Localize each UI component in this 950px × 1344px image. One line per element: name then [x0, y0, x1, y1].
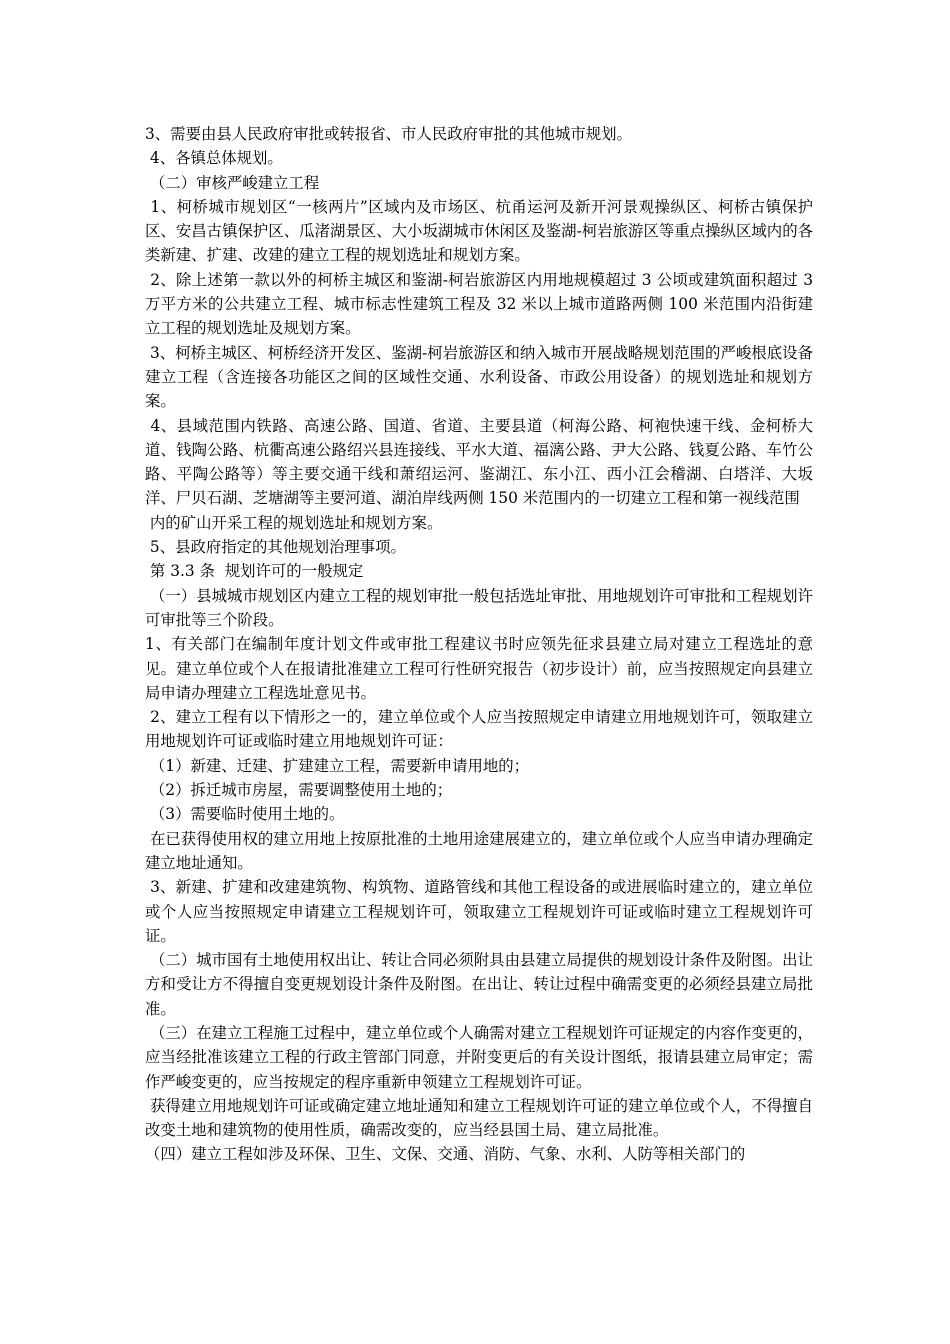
document-page	[145, 122, 818, 1167]
paragraph: 3、新建、扩建和改建建筑物、构筑物、道路管线和其他工程设备的或进展临时建立的，建立单位或个人应当按照规定申请建立工程规划许可，领取建立工程规划许可证或临时建立工程规划许可证。	[145, 878, 813, 945]
list-item: （1）新建、迁建、扩建建立工程，需要新申请用地的；	[145, 756, 530, 775]
paragraph: （四）建立工程如涉及环保、卫生、文保、交通、消防、气象、水利、人防等相关部门的	[145, 1145, 746, 1164]
paragraph: 3、需要由县人民政府审批或转报省、市人民政府审批的其他城市规划。	[145, 125, 632, 143]
paragraph: 4、县域范围内铁路、高速公路、国道、省道、主要县道（柯海公路、柯袍快速干线、金柯桥大道、钱陶公路、杭衢高速公路绍兴县连接线、平水大道、福漓公路、尹大公路、钱夏公路、车竹公路、平陶公路等）等主要交通干线和萧绍运河、鉴湖江、东小江、西小江会稽湖、白塔洋、大坂洋、尸贝石湖、芝塘湖等主要河道、湖泊岸线两侧 150 米范围内的一切建立工程和第一视线范围	[145, 416, 813, 508]
list-item: （2）拆迁城市房屋，需要调整使用土地的；	[145, 781, 453, 800]
paragraph: 1、柯桥城市规划区“一核两片”区域内及市场区、杭甬运河及新开河景观操纵区、柯桥古镇保护区、安昌古镇保护区、瓜渚湖景区、大小坂湖城市休闲区及鉴湖-柯岩旅游区等重点操纵区域内的各类新建、扩建、改建的建立工程的规划选址和规划方案。	[145, 197, 813, 265]
paragraph: 在已获得使用权的建立用地上按原批准的土地用途建展建立的，建立单位或个人应当申请办理确定建立地址通知。	[145, 829, 813, 872]
paragraph: 5、县政府指定的其他规划治理事项。	[145, 538, 406, 557]
paragraph: 2、建立工程有以下情形之一的，建立单位或个人应当按照规定申请建立用地规划许可，领取建立用地规划许可证或临时建立用地规划许可证：	[145, 708, 813, 751]
article-heading: 第 3.3 条 规划许可的一般规定	[145, 562, 364, 581]
paragraph: 1、有关部门在编制年度计划文件或审批工程建议书时应领先征求县建立局对建立工程选址的意见。建立单位或个人在报请批准建立工程可行性研究报告（初步设计）前，应当按照规定向县建立局申请办理建立工程选址意见书。	[145, 635, 813, 702]
paragraph: 3、柯桥主城区、柯桥经济开发区、鉴湖-柯岩旅游区和纳入城市开展战略规划范围的严峻根底设备建立工程（含连接各功能区之间的区域性交通、水利设备、市政公用设备）的规划选址和规划方案。	[145, 343, 813, 411]
paragraph: 获得建立用地规划许可证或确定建立地址通知和建立工程规划许可证的建立单位或个人，不得擅自改变土地和建筑物的使用性质，确需改变的，应当经县国土局、建立局批准。	[145, 1096, 813, 1140]
list-item: （3）需要临时使用土地的。	[145, 805, 345, 824]
paragraph: 2、除上述第一款以外的柯桥主城区和鉴湖-柯岩旅游区内用地规模超过 3 公顷或建筑面积超过 3 万平方米的公共建立工程、城市标志性建筑工程及 32 米以上城市道路两侧 100 米范围内沿街建立工程的规划选址及规划方案。	[145, 270, 818, 338]
paragraph: 4、各镇总体规划。	[145, 149, 283, 168]
paragraph: 内的矿山开采工程的规划选址和规划方案。	[145, 513, 443, 532]
paragraph: （二）城市国有土地使用权出让、转让合同必须附具由县建立局提供的规划设计条件及附图。出让方和受让方不得擅自变更规划设计条件及附图。在出让、转让过程中确需变更的必须经县建立局批准。	[145, 951, 813, 1018]
paragraph: （一）县城城市规划区内建立工程的规划审批一般包括选址审批、用地规划许可审批和工程规划许可审批等三个阶段。	[145, 586, 813, 629]
paragraph: （三）在建立工程施工过程中，建立单位或个人确需对建立工程规划许可证规定的内容作变更的，应当经批准该建立工程的行政主管部门同意，并附变更后的有关设计图纸，报请县建立局审定；需作严峻变更的，应当按规定的程序重新申领建立工程规划许可证。	[145, 1023, 813, 1091]
section-heading: （二）审核严峻建立工程	[145, 173, 320, 192]
